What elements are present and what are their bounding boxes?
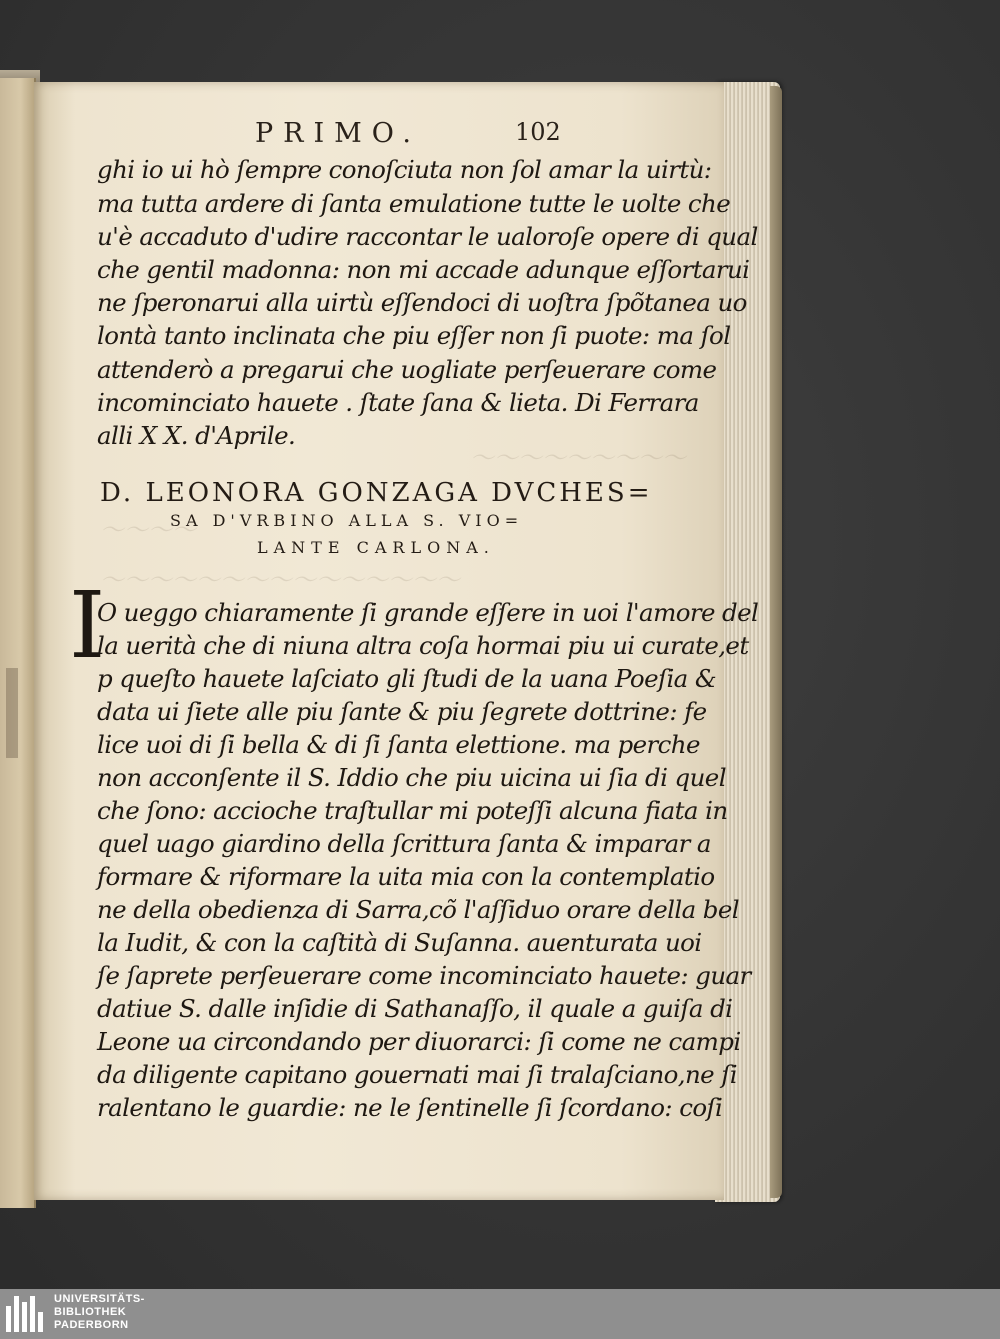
text-line: lice uoi di ſi bella & di ſi ſanta elettione. ma perche: [97, 730, 700, 759]
text-line: incominciato hauete . ſtate ſana & lieta. Di Ferrara: [97, 388, 699, 417]
text-line: ne ſperonarui alla uirtù eſſendoci di uoſtra ſpõtanea uo: [97, 288, 747, 317]
left-page-edge: [0, 78, 36, 1208]
library-logo-icon: [6, 1296, 46, 1332]
text-line: ma tutta ardere di ſanta emulatione tutte le uolte che: [97, 189, 731, 218]
letter-heading-line: SA D'VRBINO ALLA S. VIO=: [170, 511, 524, 530]
drop-cap: I: [69, 572, 106, 679]
library-footer: [0, 1289, 1000, 1339]
text-line: lontà tanto inclinata che piu eſſer non ſi puote: ma ſol: [97, 321, 731, 350]
text-line: Leone ua circondando per diuorarci: ſi come ne campi: [97, 1027, 741, 1056]
text-line: O ueggo chiaramente ſi grande eſſere in uoi l'amore del: [97, 598, 759, 627]
bleed-through: 〜〜〜〜〜〜〜〜〜〜〜〜〜〜〜: [100, 566, 460, 594]
letter-heading-line: LANTE CARLONA.: [257, 538, 495, 557]
text-line: che gentil madonna: non mi accade adunque eſſortarui: [97, 255, 750, 284]
library-name: UNIVERSITÄTS- BIBLIOTHEK PADERBORN: [54, 1293, 145, 1331]
text-line: la Iudit, & con la caſtità di Suſanna. auenturata uoi: [97, 928, 702, 957]
text-line: u'è accaduto d'udire raccontar le ualoroſe opere di qual: [97, 222, 758, 251]
letter-heading-line: D. LEONORA GONZAGA DVCHES=: [100, 478, 653, 508]
text-line: attenderò a pregarui che uogliate perſeuerare come: [97, 355, 717, 384]
text-line: ghi io ui hò ſempre conoſciuta non ſol amar la uirtù:: [97, 155, 712, 184]
running-head: PRIMO.: [255, 118, 421, 149]
text-line: da diligente capitano gouernati mai ſi tralaſciano,ne ſi: [97, 1060, 737, 1089]
text-line: la uerità che di niuna altra coſa hormai piu ui curate,et: [97, 631, 749, 660]
bleed-through: 〜〜〜〜: [100, 516, 196, 544]
text-line: ne della obedienza di Sarra,cõ l'aſſiduo orare della bel: [97, 895, 740, 924]
text-line: alli X X. d'Aprile.: [97, 421, 296, 450]
text-line: ſe ſaprete perſeuerare come incominciato hauete: guar: [97, 961, 751, 990]
text-line: datiue S. dalle inſidie di Sathanaſſo, il quale a guiſa di: [97, 994, 733, 1023]
text-line: p queſto hauete laſciato gli ſtudi de la uana Poeſia &: [97, 664, 717, 693]
text-line: non acconſente il S. Iddio che piu uicina ui ſia di quel: [97, 763, 726, 792]
bleed-through: 〜〜〜〜〜〜〜〜〜: [470, 444, 686, 472]
text-line: ralentano le guardie: ne le ſentinelle ſi ſcordano: coſi: [97, 1093, 723, 1122]
text-line: data ui ſiete alle piu ſante & piu ſegrete dottrine: fe: [97, 697, 707, 726]
text-line: che ſono: accioche traſtullar mi poteſſi alcuna fiata in: [97, 796, 728, 825]
text-line: formare & riformare la uita mia con la contemplatio: [97, 862, 715, 891]
text-line: quel uago giardino della ſcrittura ſanta & imparar a: [97, 829, 711, 858]
left-page-mark: [6, 668, 18, 758]
back-cover-edge: [770, 86, 782, 1198]
page-number: 102: [515, 118, 561, 146]
